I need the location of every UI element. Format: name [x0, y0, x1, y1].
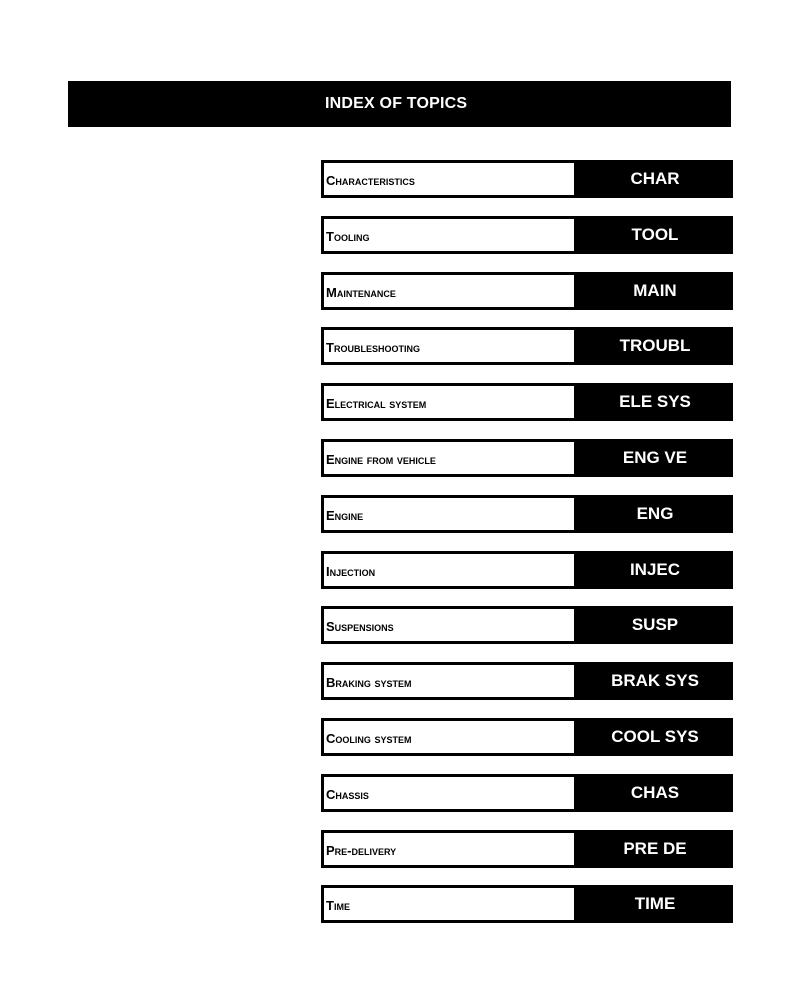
topic-row-injection[interactable]: [321, 551, 733, 589]
topic-name-label: Time: [326, 898, 350, 914]
topic-row-electrical-system[interactable]: [321, 383, 733, 421]
topic-name-box: [321, 327, 577, 365]
topic-name-label: Braking system: [326, 675, 412, 691]
topic-name-box: [321, 160, 577, 198]
topic-name-box: [321, 662, 577, 700]
topic-row-time[interactable]: [321, 885, 733, 923]
topic-name-box: [321, 439, 577, 477]
topic-row-engine[interactable]: [321, 495, 733, 533]
topic-row-pre-delivery[interactable]: [321, 830, 733, 868]
topic-row-tooling[interactable]: [321, 216, 733, 254]
topic-row-cooling-system[interactable]: [321, 718, 733, 756]
topic-code-label[interactable]: PRE DE: [577, 830, 733, 868]
topic-name-label: Troubleshooting: [326, 340, 420, 356]
topic-name-label: Injection: [326, 563, 376, 579]
topic-name-box: [321, 774, 577, 812]
topic-name-box: [321, 718, 577, 756]
topic-name-box: [321, 885, 577, 923]
topic-code-label[interactable]: ELE SYS: [577, 383, 733, 421]
topic-name-box: [321, 830, 577, 868]
topic-name-label: Engine from vehicle: [326, 451, 436, 467]
topic-name-label: Maintenance: [326, 284, 396, 300]
topic-row-braking-system[interactable]: [321, 662, 733, 700]
page-title: INDEX OF TOPICS: [325, 95, 468, 112]
header-bar: [68, 81, 731, 127]
topic-code-label[interactable]: CHAR: [577, 160, 733, 198]
topic-code-label[interactable]: SUSP: [577, 606, 733, 644]
topic-code-label[interactable]: TROUBL: [577, 327, 733, 365]
topic-name-label: Engine: [326, 507, 364, 523]
topic-row-troubleshooting[interactable]: [321, 327, 733, 365]
topic-name-label: Pre-delivery: [326, 842, 397, 858]
topic-name-label: Electrical system: [326, 396, 427, 412]
topic-name-label: Characteristics: [326, 173, 415, 188]
topic-code-label[interactable]: BRAK SYS: [577, 662, 733, 700]
topic-row-engine-from-vehicle[interactable]: [321, 439, 733, 477]
topic-code-label[interactable]: TOOL: [577, 216, 733, 254]
topic-name-label: Cooling system: [326, 730, 412, 746]
topic-code-label[interactable]: INJEC: [577, 551, 733, 589]
topic-name-box: [321, 216, 577, 254]
topic-code-label[interactable]: CHAS: [577, 774, 733, 812]
topic-name-box: [321, 551, 577, 589]
topic-name-label: Chassis: [326, 786, 369, 802]
topic-row-characteristics[interactable]: [321, 160, 733, 198]
topic-row-maintenance[interactable]: [321, 272, 733, 310]
topic-row-chassis[interactable]: [321, 774, 733, 812]
topic-name-box: [321, 606, 577, 644]
topic-name-label: Tooling: [326, 228, 370, 244]
topic-name-label: Suspensions: [326, 619, 394, 635]
topic-row-suspensions[interactable]: [321, 606, 733, 644]
topic-code-label[interactable]: COOL SYS: [577, 718, 733, 756]
topic-index-list: [321, 160, 733, 941]
topic-name-box: [321, 383, 577, 421]
topic-name-box: [321, 272, 577, 310]
topic-code-label[interactable]: ENG VE: [577, 439, 733, 477]
topic-name-box: [321, 495, 577, 533]
topic-code-label[interactable]: ENG: [577, 495, 733, 533]
topic-code-label[interactable]: MAIN: [577, 272, 733, 310]
topic-code-label[interactable]: TIME: [577, 885, 733, 923]
